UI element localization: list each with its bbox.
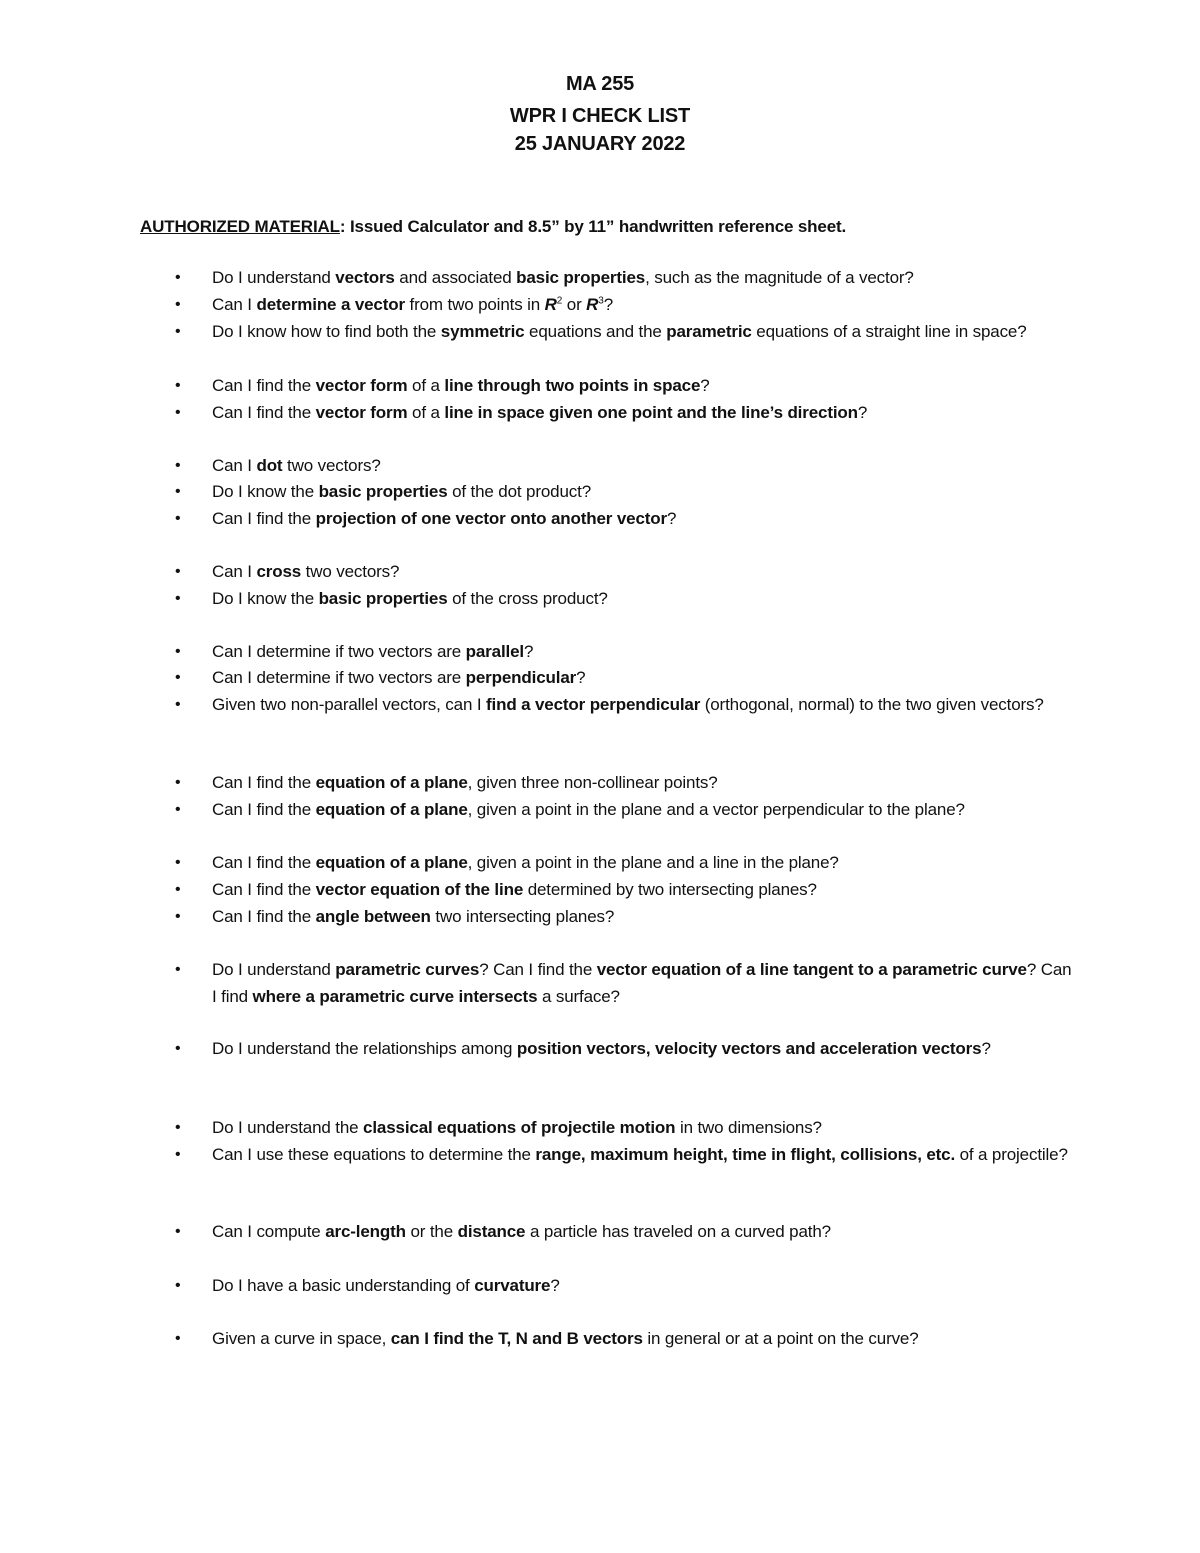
course-heading: MA 255	[565, 73, 635, 95]
plain-text: or	[562, 295, 587, 314]
bullet-icon: •	[175, 1277, 181, 1294]
checklist-item-text	[212, 559, 1072, 586]
plain-text: Do I understand the relationships among	[212, 1039, 517, 1058]
plain-text: Can I determine if two vectors are	[212, 642, 466, 661]
math-r-symbol: R	[586, 295, 599, 314]
checklist-item-text	[212, 692, 1072, 719]
plain-text: in two dimensions?	[675, 1118, 822, 1137]
plain-text: of the cross product?	[447, 589, 608, 608]
bullet-icon: •	[175, 801, 181, 818]
plain-text: two vectors?	[282, 456, 381, 475]
emphasis-text: basic properties	[516, 268, 646, 287]
emphasis-text: vector equation of a line tangent to a parametric curve	[596, 960, 1027, 979]
bullet-icon: •	[175, 961, 181, 978]
plain-text: , such as the magnitude of a vector?	[645, 268, 914, 287]
plain-text: ? Can I find the	[479, 960, 597, 979]
checklist-item-text	[212, 373, 1072, 400]
checklist-item	[175, 1036, 1072, 1063]
bullet-icon: •	[175, 323, 181, 340]
checklist-item	[175, 559, 1072, 586]
plain-text: ?	[576, 668, 586, 687]
checklist-item-text	[212, 797, 1072, 824]
plain-text: Can I find the	[212, 880, 316, 899]
emphasis-text: vector form	[315, 403, 408, 422]
plain-text: Can I find the	[212, 907, 316, 926]
emphasis-text: angle between	[315, 907, 431, 926]
emphasis-text: projection of one vector onto another vector	[315, 509, 667, 528]
checklist-item-text	[212, 586, 1072, 613]
plain-text: in general or at a point on the curve?	[642, 1329, 919, 1348]
bullet-icon: •	[175, 669, 181, 686]
emphasis-text: classical equations of projectile motion	[363, 1118, 676, 1137]
plain-text: ? Can I find	[212, 960, 1072, 1006]
plain-text: Can I use these equations to determine the	[212, 1145, 536, 1164]
emphasis-text: arc-length	[325, 1222, 406, 1241]
checklist-item	[175, 797, 1072, 824]
checklist-item	[175, 292, 1072, 319]
emphasis-text: equation of a plane	[315, 773, 468, 792]
emphasis-text: vectors	[335, 268, 395, 287]
plain-text: ?	[700, 376, 710, 395]
plain-text: from two points in	[404, 295, 545, 314]
plain-text: Do I understand	[212, 268, 336, 287]
emphasis-text: where a parametric curve intersects	[252, 986, 538, 1006]
checklist-item-text	[212, 877, 1072, 904]
math-r-symbol: R	[544, 295, 557, 314]
emphasis-text: symmetric	[440, 322, 525, 341]
checklist-item-text	[212, 665, 1072, 692]
plain-text: Do I know the	[212, 589, 319, 608]
plain-text: ?	[666, 509, 677, 528]
checklist-item-text	[212, 1326, 1072, 1353]
plain-text: Can I determine if two vectors are	[212, 668, 466, 687]
plain-text: Can I find the	[212, 853, 316, 872]
authorized-text: : Issued Calculator and 8.5” by 11” handwritten reference sheet.	[339, 217, 847, 236]
plain-text: ?	[550, 1276, 560, 1295]
plain-text: or the	[405, 1222, 458, 1241]
emphasis-text: parallel	[465, 642, 524, 661]
bullet-icon: •	[175, 774, 181, 791]
bullet-icon: •	[175, 457, 181, 474]
plain-text: , given a point in the plane and a line in the plane?	[467, 853, 839, 872]
plain-text: of a projectile?	[955, 1145, 1068, 1164]
authorized-material	[140, 214, 846, 240]
bullet-icon: •	[175, 696, 181, 713]
plain-text: a surface?	[537, 986, 620, 1006]
checklist-item-text	[212, 904, 1072, 931]
plain-text: Can I compute	[212, 1222, 326, 1241]
plain-text: Can I find the	[212, 509, 316, 528]
checklist-item	[175, 957, 1072, 1010]
emphasis-text: parametric	[666, 322, 752, 341]
emphasis-text: line through two points in space	[444, 376, 701, 395]
checklist-item	[175, 692, 1072, 719]
plain-text: determined by two intersecting planes?	[523, 880, 817, 899]
checklist-item	[175, 1219, 1072, 1246]
plain-text: of a	[407, 403, 445, 422]
checklist-item-text	[212, 957, 1072, 1010]
plain-text: of a	[407, 376, 445, 395]
plain-text: Can I	[212, 456, 257, 475]
checklist-item	[175, 1142, 1072, 1169]
checklist-item	[175, 639, 1072, 666]
plain-text: of the dot product?	[447, 482, 592, 501]
checklist-item-text	[212, 1142, 1072, 1169]
plain-text: Can I find the	[212, 376, 316, 395]
bullet-icon: •	[175, 510, 181, 527]
plain-text: Given two non-parallel vectors, can I	[212, 695, 486, 714]
plain-text: Do I understand the	[212, 1118, 364, 1137]
bullet-icon: •	[175, 1223, 181, 1240]
plain-text: , given a point in the plane and a vector perpendicular to the plane?	[467, 800, 965, 819]
checklist-item	[175, 586, 1072, 613]
checklist-item-text	[212, 770, 1072, 797]
checklist-item-text	[212, 850, 1072, 877]
bullet-icon: •	[175, 643, 181, 660]
plain-text: two intersecting planes?	[430, 907, 615, 926]
plain-text: Can I find the	[212, 800, 316, 819]
checklist-item-text	[212, 1115, 1072, 1142]
checklist-item-text	[212, 1273, 1072, 1300]
bullet-icon: •	[175, 563, 181, 580]
plain-text: Do I know how to find both the	[212, 322, 441, 341]
emphasis-text: line in space given one point and the line’s direction	[444, 403, 858, 422]
emphasis-text: find a vector perpendicular	[486, 695, 701, 714]
emphasis-text: basic properties	[318, 482, 448, 501]
bullet-icon: •	[175, 1146, 181, 1163]
bullet-icon: •	[175, 269, 181, 286]
plain-text: Can I find the	[212, 773, 316, 792]
emphasis-text: perpendicular	[465, 668, 577, 687]
checklist-item	[175, 904, 1072, 931]
emphasis-text: cross	[256, 562, 302, 581]
plain-text: Can I	[212, 562, 257, 581]
authorized-label: AUTHORIZED MATERIAL	[140, 217, 340, 236]
emphasis-text: equation of a plane	[315, 800, 468, 819]
checklist-item	[175, 265, 1072, 292]
checklist-item	[175, 770, 1072, 797]
checklist-item	[175, 665, 1072, 692]
plain-text: two vectors?	[301, 562, 400, 581]
bullet-icon: •	[175, 377, 181, 394]
checklist-item	[175, 850, 1072, 877]
bullet-icon: •	[175, 1040, 181, 1057]
emphasis-text: vector equation of the line	[315, 880, 524, 899]
checklist-item-text	[212, 319, 1072, 346]
plain-text: ?	[523, 642, 534, 661]
plain-text: Can I	[212, 295, 257, 314]
emphasis-text: distance	[457, 1222, 526, 1241]
bullet-icon: •	[175, 296, 181, 313]
emphasis-text: vector form	[315, 376, 408, 395]
plain-text: Do I know the	[212, 482, 319, 501]
emphasis-text: curvature	[474, 1276, 551, 1295]
plain-text: , given three non-collinear points?	[467, 773, 718, 792]
bullet-icon: •	[175, 483, 181, 500]
bullet-icon: •	[175, 881, 181, 898]
checklist-item	[175, 479, 1072, 506]
emphasis-text: parametric curves	[335, 960, 480, 979]
superscript-2: 2	[556, 295, 563, 307]
checklist-item-text	[212, 453, 1072, 480]
checklist-item	[175, 453, 1072, 480]
plain-text: equations of a straight line in space?	[751, 322, 1027, 341]
checklist-title: WPR I CHECK LIST	[509, 105, 691, 127]
checklist-item	[175, 1273, 1072, 1300]
plain-text: ?	[857, 403, 868, 422]
bullet-icon: •	[175, 908, 181, 925]
plain-text: Do I understand	[212, 960, 336, 979]
checklist-item-text	[212, 265, 1072, 292]
plain-text: Can I find the	[212, 403, 316, 422]
checklist-item	[175, 1326, 1072, 1353]
checklist-item-text	[212, 1036, 1072, 1063]
emphasis-text: determine a vector	[256, 295, 405, 314]
bullet-icon: •	[175, 854, 181, 871]
checklist-item-text	[212, 292, 1072, 319]
checklist-item-text	[212, 1219, 1072, 1246]
bullet-icon: •	[175, 1119, 181, 1136]
checklist-item	[175, 373, 1072, 400]
checklist-item-text	[212, 506, 1072, 533]
emphasis-text: equation of a plane	[315, 853, 468, 872]
plain-text: ?	[603, 295, 614, 314]
checklist-item	[175, 877, 1072, 904]
plain-text: equations and the	[524, 322, 667, 341]
plain-text: and associated	[394, 268, 517, 287]
plain-text: (orthogonal, normal) to the two given vectors?	[700, 695, 1044, 714]
emphasis-text: dot	[256, 456, 283, 475]
plain-text: ?	[981, 1039, 991, 1058]
emphasis-text: basic properties	[318, 589, 448, 608]
checklist-item	[175, 506, 1072, 533]
emphasis-text: range, maximum height, time in flight, collisions, etc.	[535, 1145, 956, 1164]
checklist-item-text	[212, 639, 1072, 666]
checklist-item	[175, 400, 1072, 427]
checklist-item	[175, 319, 1072, 346]
emphasis-text: can I find the T, N and B vectors	[390, 1329, 643, 1348]
date-heading: 25 JANUARY 2022	[514, 133, 686, 155]
bullet-icon: •	[175, 404, 181, 421]
plain-text: Given a curve in space,	[212, 1329, 391, 1348]
bullet-icon: •	[175, 590, 181, 607]
bullet-icon: •	[175, 1330, 181, 1347]
checklist-item-text	[212, 400, 1072, 427]
emphasis-text: position vectors, velocity vectors and acceleration vectors	[516, 1039, 982, 1058]
superscript-3: 3	[598, 295, 604, 307]
plain-text: a particle has traveled on a curved path?	[525, 1222, 831, 1241]
checklist-item-text	[212, 479, 1072, 506]
plain-text: Do I have a basic understanding of	[212, 1276, 475, 1295]
checklist-item	[175, 1115, 1072, 1142]
